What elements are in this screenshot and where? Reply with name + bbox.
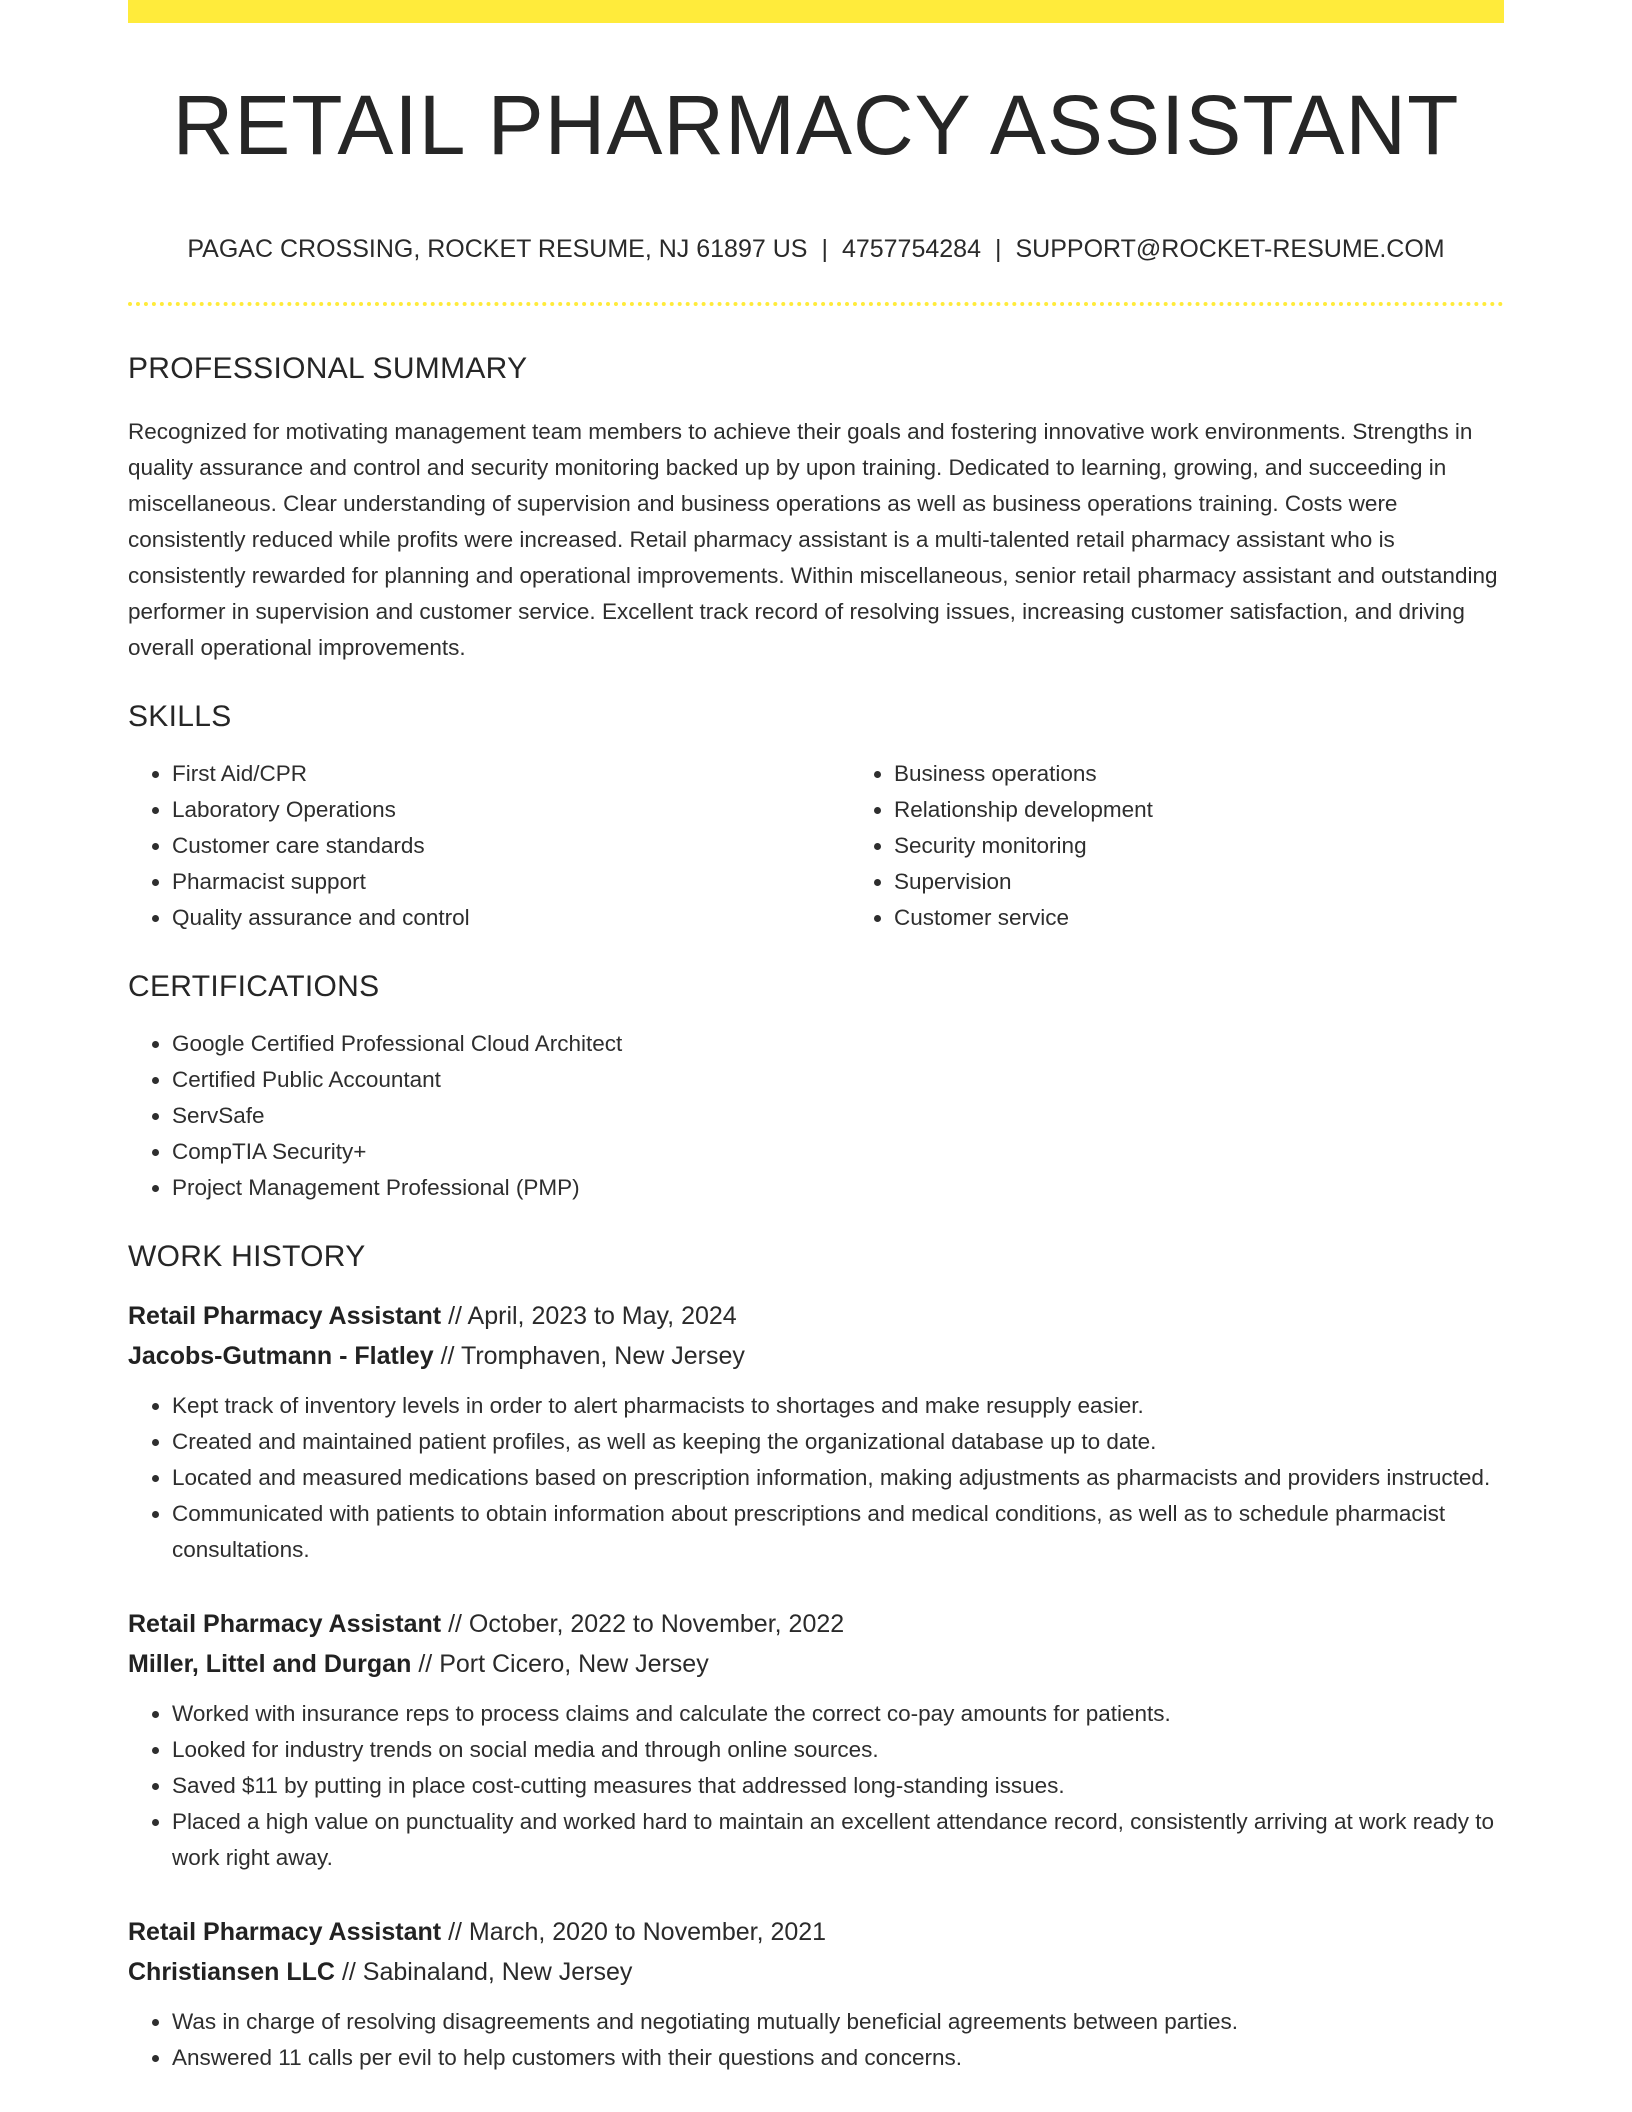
job-location: Sabinaland, New Jersey	[362, 1958, 633, 1986]
job-bullets	[128, 2004, 1504, 2076]
contact-address: PAGAC CROSSING, ROCKET RESUME, NJ 61897 US	[187, 235, 808, 263]
certifications-heading: CERTIFICATIONS	[128, 970, 380, 1003]
job-location: Port Cicero, New Jersey	[439, 1650, 709, 1678]
contact-email[interactable]: SUPPORT@ROCKET-RESUME.COM	[1015, 235, 1445, 263]
skill-item: • Security monitoring	[894, 828, 1572, 864]
skills-list-right	[850, 756, 1572, 936]
skills-list-left	[128, 756, 850, 936]
job-divider: //	[341, 1958, 356, 1986]
job-divider: //	[448, 1302, 462, 1330]
skills-grid	[128, 732, 1504, 936]
job-company-line	[128, 1336, 1504, 1376]
contact-separator: |	[821, 235, 828, 263]
job-dates: March, 2020 to November, 2021	[468, 1918, 827, 1946]
certification-item: • ServSafe	[172, 1098, 1504, 1134]
job-bullet: • Looked for industry trends on social media and through online sources.	[172, 1732, 1504, 1768]
job-company-line	[128, 1952, 1504, 1992]
resume-title: RETAIL PHARMACY ASSISTANT	[172, 78, 1460, 172]
job-entry	[128, 1296, 1504, 1568]
job-divider: //	[448, 1610, 462, 1638]
skill-item: • First Aid/CPR	[172, 756, 850, 792]
job-title: Retail Pharmacy Assistant	[128, 1302, 442, 1330]
skill-item: • Relationship development	[894, 792, 1572, 828]
job-company: Miller, Littel and Durgan	[128, 1650, 412, 1678]
skill-item: • Laboratory Operations	[172, 792, 850, 828]
job-company: Jacobs-Gutmann - Flatley	[128, 1342, 434, 1370]
contact-phone[interactable]: 4757754284	[841, 235, 981, 263]
resume-page	[128, 0, 1504, 2076]
certification-item: • Certified Public Accountant	[172, 1062, 1504, 1098]
job-company: Christiansen LLC	[128, 1958, 335, 1986]
job-bullet: • Worked with insurance reps to process claims and calculate the correct co-pay amounts for patients.	[172, 1696, 1504, 1732]
skill-item: • Business operations	[894, 756, 1572, 792]
certification-item: • Project Management Professional (PMP)	[172, 1170, 1504, 1206]
certification-item: • CompTIA Security+	[172, 1134, 1504, 1170]
skill-item: • Quality assurance and control	[172, 900, 850, 936]
job-bullet: • Communicated with patients to obtain information about prescriptions and medical conditions, as well as to schedule pharmacist consultations.	[172, 1496, 1504, 1568]
summary-text: Recognized for motivating management team members to achieve their goals and fostering innovative work environments. Strengths in quality assurance and control and security monitoring backed up by upon training. Dedicated to learning, growing, and succeeding in miscellaneous. Clear understanding of supervision and business operations as well as business operations training. Costs were consistently reduced while profits were increased. Retail pharmacy assistant is a multi-talented retail pharmacy assistant who is consistently rewarded for planning and operational improvements. Within miscellaneous, senior retail pharmacy assistant and outstanding performer in supervision and customer service. Excellent track record of resolving issues, increasing customer satisfaction, and driving overall operational improvements.	[128, 419, 1498, 660]
job-bullets	[128, 1388, 1504, 1568]
job-dates: April, 2023 to May, 2024	[467, 1302, 737, 1330]
job-bullet: • Answered 11 calls per evil to help customers with their questions and concerns.	[172, 2040, 1504, 2076]
job-divider: //	[418, 1650, 433, 1678]
skills-heading: SKILLS	[128, 700, 232, 733]
job-company-line	[128, 1644, 1504, 1684]
job-entry	[128, 1912, 1504, 2076]
certifications-list	[128, 1026, 1504, 1206]
work-history-heading: WORK HISTORY	[128, 1240, 366, 1273]
job-bullet: • Saved $11 by putting in place cost-cutting measures that addressed long-standing issues.	[172, 1768, 1504, 1804]
job-title: Retail Pharmacy Assistant	[128, 1610, 442, 1638]
job-dates: October, 2022 to November, 2022	[468, 1610, 845, 1638]
summary-heading: PROFESSIONAL SUMMARY	[128, 352, 528, 385]
job-title-line	[128, 1296, 1504, 1336]
job-bullet: • Located and measured medications based on prescription information, making adjustments as pharmacists and providers instructed.	[172, 1460, 1504, 1496]
job-entry	[128, 1604, 1504, 1876]
job-title-line	[128, 1604, 1504, 1644]
certification-item: • Google Certified Professional Cloud Architect	[172, 1026, 1504, 1062]
job-bullets	[128, 1696, 1504, 1876]
job-title-line	[128, 1912, 1504, 1952]
skill-item: • Pharmacist support	[172, 864, 850, 900]
accent-top-bar	[128, 0, 1504, 23]
skill-item: • Supervision	[894, 864, 1572, 900]
job-title: Retail Pharmacy Assistant	[128, 1918, 442, 1946]
job-location: Tromphaven, New Jersey	[460, 1342, 745, 1370]
job-bullet: • Was in charge of resolving disagreements and negotiating mutually beneficial agreements between parties.	[172, 2004, 1504, 2040]
contact-line	[128, 237, 1504, 262]
skill-item: • Customer service	[894, 900, 1572, 936]
job-bullet: • Kept track of inventory levels in order to alert pharmacists to shortages and make resupply easier.	[172, 1388, 1504, 1424]
job-divider: //	[448, 1918, 462, 1946]
job-bullet: • Placed a high value on punctuality and worked hard to maintain an excellent attendance record, consistently arriving at work ready to work right away.	[172, 1804, 1504, 1876]
skill-item: • Customer care standards	[172, 828, 850, 864]
job-divider: //	[440, 1342, 455, 1370]
dotted-divider	[128, 302, 1504, 306]
job-bullet: • Created and maintained patient profiles, as well as keeping the organizational database up to date.	[172, 1424, 1504, 1460]
contact-separator: |	[994, 235, 1002, 263]
